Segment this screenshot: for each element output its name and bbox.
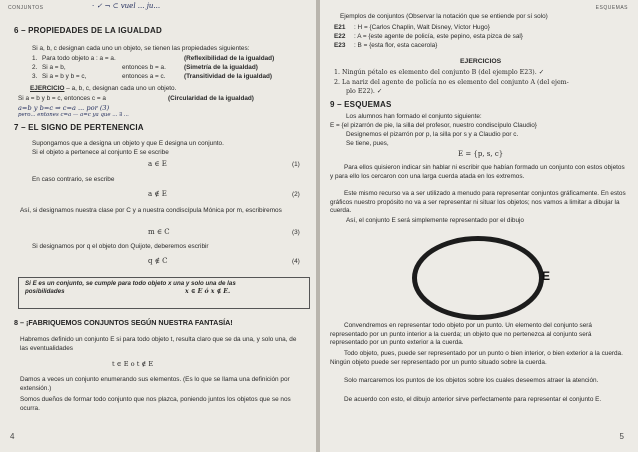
section-7-p3: Así, si designamos nuestra clase por C y a nuestra condiscípula Mónica por m, escribiremos [20, 207, 282, 214]
formula-3: m ∈ C [148, 228, 170, 236]
property-2-text: Si a = b, [42, 64, 66, 71]
section-9-p1: Los alumnos han formado el conjunto siguiente: [346, 113, 482, 120]
right-page [320, 0, 638, 452]
examples-intro: Ejemplos de conjuntos (Observar la notación que se entiende por sí solo) [340, 13, 548, 20]
definition-box-line-1: Si E es un conjunto, se cumple para todo objeto x una y solo una de las [25, 280, 236, 287]
section-9-p8: Convendremos en representar todo objeto por un punto. Un elemento del conjunto será representado por un punto interior a la cuerda; un objeto que no pertenezca al conjunto será representado por un punto exterior a la cuerda. [330, 322, 592, 347]
property-2-mid: entonces b = a. [122, 64, 166, 71]
definition-box-formula: x ∈ E ó x ∉ E. [185, 288, 231, 296]
section-9-title: 9 – ESQUEMAS [330, 100, 392, 109]
exercise-label: EJERCICIO [30, 85, 65, 92]
section-9-p4: Se tiene, pues, [346, 140, 389, 147]
exercises-title: EJERCICIOS [460, 58, 502, 65]
page-number-right: 5 [619, 432, 624, 442]
section-7-title: 7 – EL SIGNO DE PERTENENCIA [14, 123, 144, 132]
exercise-1: 1. Ningún pétalo es elemento del conjunto B (del ejemplo E23). ✓ [334, 69, 545, 76]
example-e22-id: E22 [334, 33, 346, 40]
section-7-p1b: Si el objeto a pertenece al conjunto E se escribe [32, 149, 169, 156]
property-3-mid: entonces a = c. [122, 73, 166, 80]
exercise-line-1 [30, 85, 176, 94]
property-3-text: Si a = b y b = c, [42, 73, 87, 80]
formula-3-number: (3) [292, 229, 300, 236]
running-header-left: CONJUNTOS [8, 5, 44, 11]
section-9-formula: E = {p, s, c} [458, 150, 504, 158]
section-9-p11: De acuerdo con esto, el dibujo anterior sirve perfectamente para representar el conjunto E. [344, 396, 602, 403]
property-1-number: 1. [32, 55, 38, 62]
example-e23-text: : B = {esta flor, esta cacerola} [354, 42, 438, 49]
property-2-number: 2. [32, 64, 38, 71]
section-7-p4: Si designamos por q el objeto don Quijote, deberemos escribir [32, 243, 209, 250]
exercise-2a: 2. La nariz del agente de policía no es elemento del conjunto A (del ejem- [334, 79, 569, 86]
section-8-p1: Habremos definido un conjunto E si para todo objeto t, resulta claro que se da una, y solo una, de las eventualidades [20, 336, 297, 352]
property-1-text: Para todo objeto a : a = a. [42, 55, 116, 62]
exercise-2b: plo E22). ✓ [346, 88, 383, 95]
exercise-text: – a, b, c, designan cada uno un objeto. [66, 85, 177, 92]
section-6-intro: Si a, b, c designan cada uno un objeto, se tienen las propiedades siguientes: [32, 45, 250, 52]
section-8-formula: t ∈ E o t ∉ E [112, 360, 154, 368]
section-9-p6: Este mismo recurso va a ser utilizado a menudo para representar conjuntos gráficamente. En estos gráficos nuestro propósito no va a ser representar ni situar los objetos; nos vamos a limitar a dibujar la cuerda. [330, 190, 626, 215]
running-header-right: ESQUEMAS [595, 5, 628, 11]
handwritten-note-2: pero... entones c=a — a=c ya que ... ∃ ... [18, 112, 129, 118]
formula-1: a ∈ E [148, 160, 167, 168]
property-1-name: (Reflexibilidad de la igualdad) [184, 55, 275, 62]
formula-4-number: (4) [292, 258, 300, 265]
page-number-left: 4 [10, 432, 15, 442]
formula-2: a ∉ E [148, 190, 167, 198]
definition-box [18, 277, 310, 309]
section-8-title: 8 – ¡FABRIQUEMOS CONJUNTOS SEGÚN NUESTRA FANTASÍA! [14, 318, 233, 327]
formula-1-number: (1) [292, 161, 300, 168]
section-9-p7: Así, el conjunto E será simplemente representado por el dibujo [346, 217, 524, 224]
section-9-p3: Designemos el pizarrón por p, la silla por s y a Claudio por c. [346, 131, 519, 138]
section-8-p3: Somos dueños de formar todo conjunto que nos plazca, poniendo juntos los objetos que se nos ocurra. [20, 396, 291, 412]
exercise-line-2a: Si a = b y b = c, entonces c = a [18, 95, 106, 102]
handwritten-note-1: a=b y b=c ⇒ c=a ... por (3) [18, 104, 110, 112]
section-7-p2: En caso contrario, se escribe [32, 176, 115, 183]
formula-2-number: (2) [292, 191, 300, 198]
section-6-title: 6 – PROPIEDADES DE LA IGUALDAD [14, 26, 162, 35]
section-8-p2: Damos a veces un conjunto enumerando sus elementos. (Es lo que se llama una definición por extensión.) [20, 376, 290, 392]
section-9-p9: Todo objeto, pues, puede ser representado por un punto o bien interior, o bien exterior a la cuerda. Ningún objeto puede ser representado por un punto situado sobre la cuerda. [330, 350, 623, 366]
section-9-p2: E = {el pizarrón de pie, la silla del profesor, nuestro condiscípulo Claudio} [330, 122, 537, 129]
example-e23-id: E23 [334, 42, 346, 49]
formula-4: q ∉ C [148, 257, 168, 265]
definition-box-line-2-row [25, 288, 303, 296]
exercise-line-2b: (Circularidad de la igualdad) [168, 95, 254, 102]
example-e21-text: : H = {Carlos Chaplin, Walt Disney, Víctor Hugo} [354, 24, 490, 31]
section-7-p1: Supongamos que a designa un objeto y que E designa un conjunto. [32, 140, 224, 147]
example-e21-id: E21 [334, 24, 346, 31]
set-diagram-ellipse [412, 236, 544, 320]
set-diagram-label: E [542, 269, 551, 283]
property-2-name: (Simetría de la igualdad) [184, 64, 258, 71]
example-e22-text: : A = {este agente de policía, este pepino, esta pizca de sal} [354, 33, 523, 40]
property-3-name: (Transitividad de la igualdad) [184, 73, 273, 80]
handwritten-note-top: · ✓ ¬ ⊂ vuel ... ju... [92, 2, 161, 10]
section-9-p5: Para ellos quisieron indicar sin hablar ni escribir que habían formado un conjunto con estos objetos y para ello los cercaron con una larga cuerda atada en los extremos. [330, 164, 625, 180]
property-3-number: 3. [32, 73, 38, 80]
definition-box-line-2: posibilidades [25, 288, 65, 296]
section-9-p10: Solo marcaremos los puntos de los objetos sobre los cuales deseemos atraer la atención. [344, 377, 599, 384]
left-page [0, 0, 316, 452]
